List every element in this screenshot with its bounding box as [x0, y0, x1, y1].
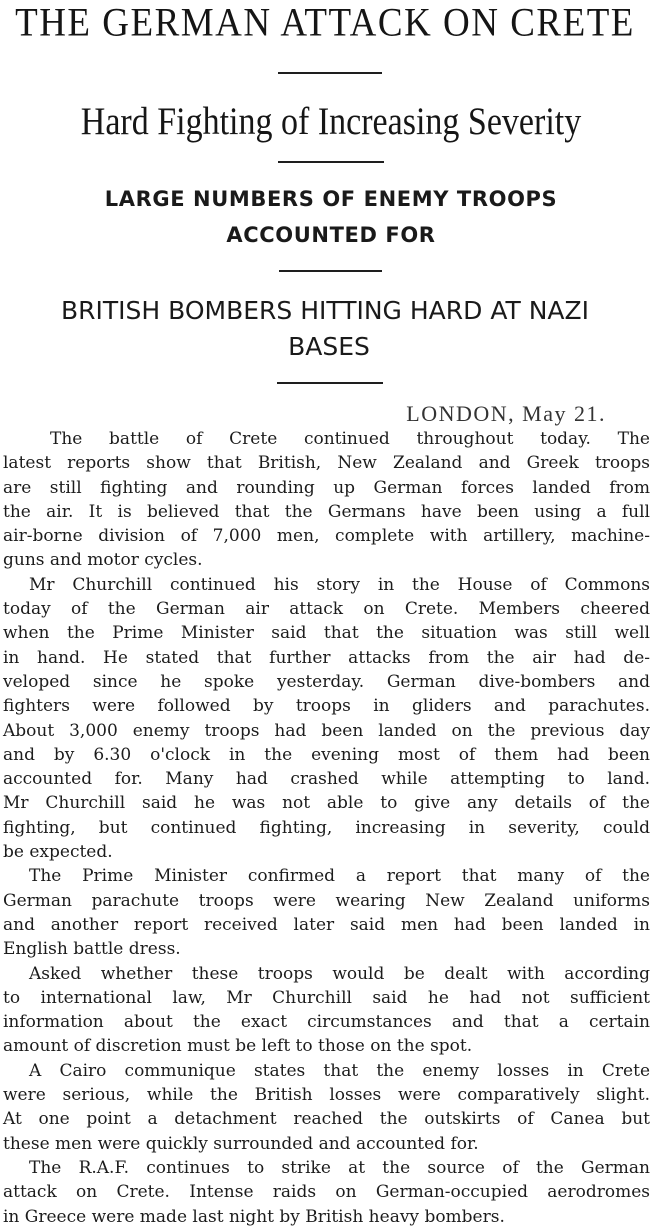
headline-rule [278, 72, 382, 74]
text-line: information about the exact circumstances and that a certain [3, 1012, 650, 1033]
text-line: Asked whether these troops would be dealt with according [29, 963, 650, 984]
text-line: are still fighting and rounding up German forces landed from [3, 477, 650, 498]
text-line: About 3,000 enemy troops had been landed on the previous day [3, 720, 650, 741]
text-line: veloped since he spoke yesterday. German dive-bombers and [3, 671, 650, 692]
text-line: attack on Crete. Intense raids on German-occupied aerodromes [3, 1182, 650, 1203]
text-line: were serious, while the British losses were comparatively slight. [3, 1085, 650, 1106]
article-body [3, 427, 650, 1229]
text-line: air-borne division of 7,000 men, complete with artillery, machine- [3, 526, 650, 547]
text-line: Mr Churchill continued his story in the House of Commons [29, 574, 650, 595]
deck-line-2: ACCOUNTED FOR [226, 223, 436, 247]
text-line: accounted for. Many had crashed while attempting to land. [3, 769, 650, 790]
text-line: guns and motor cycles. [3, 550, 203, 571]
text-line: in Greece were made last night by British heavy bombers. [3, 1206, 505, 1227]
text-line: and by 6.30 o'clock in the evening most of them had been [3, 744, 650, 765]
second-deck-rule [277, 382, 383, 384]
text-line: Mr Churchill said he was not able to give any details of the [3, 793, 650, 814]
text-line: amount of discretion must be left to those on the spot. [3, 1036, 473, 1057]
second-deck-line-2: BASES [288, 332, 370, 361]
deck-line-1: LARGE NUMBERS OF ENEMY TROOPS [104, 187, 558, 211]
deck-rule [279, 270, 382, 272]
text-line: these men were quickly surrounded and accounted for. [3, 1133, 479, 1154]
text-line: latest reports show that British, New Zealand and Greek troops [3, 453, 650, 474]
text-line: today of the German air attack on Crete. Members cheered [3, 599, 650, 620]
text-line: when the Prime Minister said that the situation was still well [3, 623, 650, 644]
dateline: LONDON, May 21. [406, 401, 606, 426]
text-line: At one point a detachment reached the outskirts of Canea but [3, 1109, 650, 1130]
text-line: English battle dress. [3, 939, 181, 960]
second-deck-line-1: BRITISH BOMBERS HITTING HARD AT NAZI [60, 296, 590, 325]
text-line: be expected. [3, 842, 113, 863]
text-line: and another report received later said men had been landed in [3, 914, 650, 935]
headline: THE GERMAN ATTACK ON CRETE [15, 1, 635, 46]
text-line: fighters were followed by troops in gliders and parachutes. [3, 696, 650, 717]
text-line: The R.A.F. continues to strike at the source of the German [29, 1157, 650, 1178]
subhead-rule [278, 161, 384, 163]
text-line: The Prime Minister confirmed a report that many of the [29, 866, 650, 887]
text-line: The battle of Crete continued throughout today. The [50, 429, 650, 449]
subheadline: Hard Fighting of Increasing Severity [80, 100, 582, 143]
text-line: German parachute troops were wearing New Zealand uniforms [3, 890, 650, 911]
text-line: fighting, but continued fighting, increasing in severity, could [3, 817, 650, 838]
text-line: to international law, Mr Churchill said he had not sufficient [3, 987, 650, 1008]
text-line: A Cairo communique states that the enemy losses in Crete [29, 1060, 650, 1081]
text-line: in hand. He stated that further attacks from the air had de- [3, 647, 650, 668]
text-line: the air. It is believed that the Germans have been using a full [3, 501, 650, 522]
